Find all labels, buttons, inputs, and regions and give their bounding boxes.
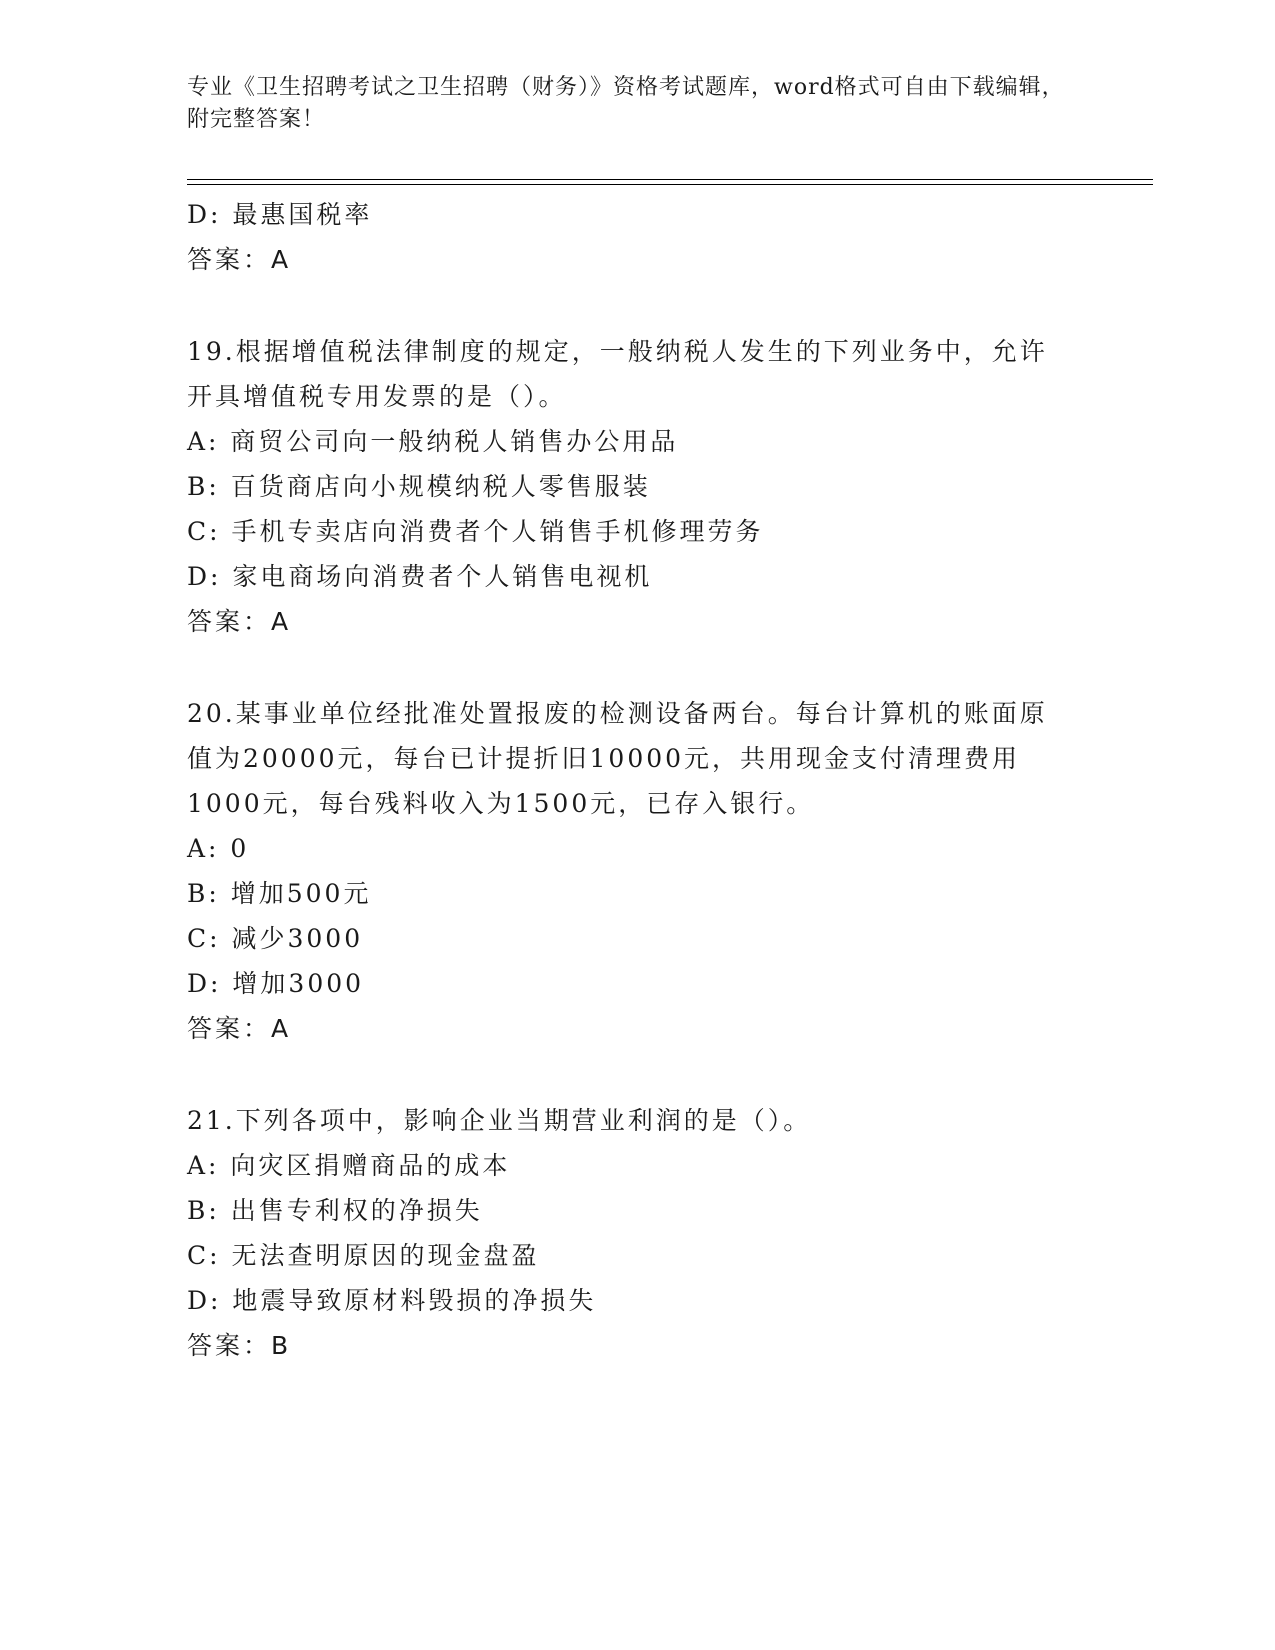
answer: 答案：B (187, 1331, 292, 1360)
option-a: A: 商贸公司向一般纳税人销售办公用品 (187, 427, 679, 456)
question-text: 21.下列各项中，影响企业当期营业利润的是（）。 (187, 1106, 812, 1135)
option-a: A: 0 (187, 834, 250, 863)
header-divider-bottom (187, 184, 1153, 185)
option-c: C: 手机专卖店向消费者个人销售手机修理劳务 (187, 517, 764, 546)
option-c: C: 无法查明原因的现金盘盈 (187, 1241, 540, 1270)
answer: 答案：A (187, 607, 292, 636)
option-c: C: 减少3000 (187, 924, 364, 953)
spacer (187, 282, 1087, 329)
option-b: B: 百货商店向小规模纳税人零售服装 (187, 472, 651, 501)
option-d: D: 地震导致原材料毁损的净损失 (187, 1286, 597, 1315)
answer: 答案：A (187, 1014, 292, 1043)
question-block (187, 1098, 1087, 1368)
document-header: 专业《卫生招聘考试之卫生招聘（财务）》资格考试题库，word格式可自由下载编辑，附完整答案！ (187, 75, 1065, 132)
header-divider-top (187, 179, 1153, 180)
option-d: D: 增加3000 (187, 969, 365, 998)
prev-question-answer: 答案：A (187, 245, 292, 274)
question-block (187, 329, 1087, 644)
question-text: 20.某事业单位经批准处置报废的检测设备两台。每台计算机的账面原值为20000元，每台已计提折旧10000元，共用现金支付清理费用1000元，每台残料收入为1500元，已存入银行。 (187, 699, 1048, 818)
spacer (187, 1051, 1087, 1098)
question-list (187, 192, 1087, 1368)
spacer (187, 644, 1087, 691)
option-a: A: 向灾区捐赠商品的成本 (187, 1151, 511, 1180)
question-block (187, 691, 1087, 1051)
option-b: B: 增加500元 (187, 879, 372, 908)
question-text: 19.根据增值税法律制度的规定，一般纳税人发生的下列业务中，允许开具增值税专用发票的是（）。 (187, 337, 1048, 411)
prev-question-option-d: D: 最惠国税率 (187, 200, 373, 229)
option-b: B: 出售专利权的净损失 (187, 1196, 483, 1225)
option-d: D: 家电商场向消费者个人销售电视机 (187, 562, 653, 591)
